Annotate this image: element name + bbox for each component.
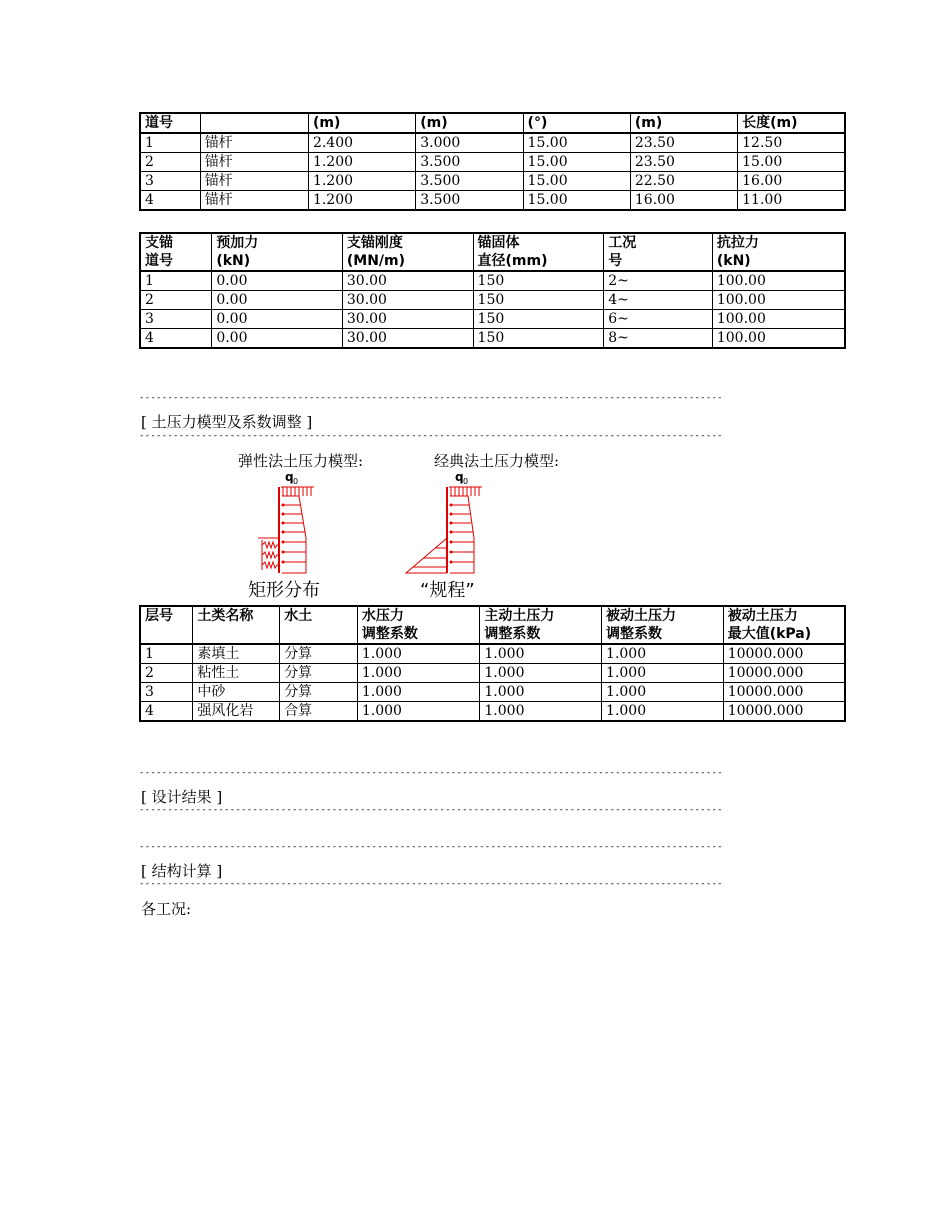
table-cell: 1	[140, 271, 212, 291]
table-cell: 锚杆	[200, 172, 308, 191]
support-table-body	[140, 271, 845, 348]
table-cell: 1.000	[480, 664, 602, 683]
anchor-header-cell: (m)	[416, 113, 523, 133]
separator-line: -------------------------------------------------------------------------------------------------------	[139, 805, 723, 815]
anchor-table	[139, 112, 846, 211]
elastic-model-label: 弹性法土压力模型:	[238, 452, 364, 470]
table-cell: 30.00	[342, 291, 473, 310]
table-cell: 分算	[280, 664, 358, 683]
soil-table-row	[140, 683, 845, 702]
separator-line: -------------------------------------------------------------------------------------------------------	[139, 768, 723, 778]
table-cell: 2	[140, 153, 200, 172]
soil-header-cell: 层号	[140, 606, 193, 644]
anchor-header-cell: 长度(m)	[738, 113, 845, 133]
support-header-cell: 工况 号	[604, 233, 713, 271]
conditions-label: 各工况:	[141, 900, 192, 918]
soil-table-row	[140, 644, 845, 664]
support-header-cell: 锚固体 直径(mm)	[473, 233, 604, 271]
table-cell: 粘性土	[193, 664, 280, 683]
table-cell: 2.400	[308, 133, 415, 153]
table-cell: 3	[140, 683, 193, 702]
table-cell: 6~	[604, 310, 713, 329]
support-table-row	[140, 291, 845, 310]
section-title-design: [ 设计结果 ]	[141, 788, 223, 806]
table-cell: 12.50	[738, 133, 845, 153]
table-cell: 1.000	[602, 644, 724, 664]
anchor-header-cell: (m)	[308, 113, 415, 133]
soil-table	[139, 605, 846, 722]
table-cell: 3.000	[416, 133, 523, 153]
separator-line: -------------------------------------------------------------------------------------------------------	[139, 431, 723, 441]
support-header-cell: 支锚刚度 (MN/m)	[342, 233, 473, 271]
table-cell: 23.50	[630, 133, 737, 153]
classic-model-caption: “规程”	[420, 580, 475, 601]
anchor-table-row	[140, 153, 845, 172]
table-cell: 1.000	[357, 702, 480, 722]
table-cell: 合算	[280, 702, 358, 722]
soil-table-body	[140, 644, 845, 721]
table-cell: 1	[140, 644, 193, 664]
table-cell: 0.00	[212, 271, 343, 291]
table-cell: 16.00	[630, 191, 737, 211]
anchor-table-row	[140, 133, 845, 153]
support-table	[139, 232, 846, 349]
table-cell: 1.200	[308, 153, 415, 172]
table-cell: 3	[140, 172, 200, 191]
q-subscript: 0	[463, 477, 469, 486]
table-cell: 3.500	[416, 191, 523, 211]
table-cell: 8~	[604, 329, 713, 349]
table-cell: 强风化岩	[193, 702, 280, 722]
table-cell: 3	[140, 310, 212, 329]
table-cell: 1.000	[602, 683, 724, 702]
table-cell: 10000.000	[723, 664, 845, 683]
support-header-cell: 抗拉力 (kN)	[712, 233, 845, 271]
table-cell: 4	[140, 191, 200, 211]
table-cell: 23.50	[630, 153, 737, 172]
table-cell: 100.00	[712, 271, 845, 291]
table-cell: 1.000	[357, 644, 480, 664]
soil-header-cell: 被动土压力 调整系数	[602, 606, 724, 644]
table-cell: 30.00	[342, 310, 473, 329]
table-cell: 15.00	[738, 153, 845, 172]
table-cell: 锚杆	[200, 191, 308, 211]
anchor-table-header	[140, 113, 845, 133]
table-cell: 0.00	[212, 310, 343, 329]
table-cell: 15.00	[523, 133, 630, 153]
separator-line: -------------------------------------------------------------------------------------------------------	[139, 393, 723, 403]
support-header-cell: 预加力 (kN)	[212, 233, 343, 271]
table-cell: 1.000	[602, 664, 724, 683]
elastic-model-caption: 矩形分布	[248, 580, 320, 601]
table-cell: 2	[140, 291, 212, 310]
soil-header-cell: 被动土压力 最大值(kPa)	[723, 606, 845, 644]
table-cell: 150	[473, 271, 604, 291]
table-cell: 1	[140, 133, 200, 153]
table-cell: 3.500	[416, 153, 523, 172]
support-table-row	[140, 329, 845, 349]
elastic-model-diagram	[252, 468, 332, 578]
classic-model-label: 经典法土压力模型:	[434, 452, 560, 470]
table-cell: 0.00	[212, 291, 343, 310]
table-cell: 10000.000	[723, 702, 845, 722]
table-cell: 1.000	[480, 683, 602, 702]
table-cell: 1.000	[357, 683, 480, 702]
table-cell: 150	[473, 329, 604, 349]
table-cell: 30.00	[342, 329, 473, 349]
table-cell: 100.00	[712, 310, 845, 329]
table-cell: 15.00	[523, 172, 630, 191]
classic-model-diagram	[402, 468, 492, 578]
section-title-structure: [ 结构计算 ]	[141, 862, 223, 880]
table-cell: 30.00	[342, 271, 473, 291]
table-cell: 4	[140, 329, 212, 349]
table-cell: 22.50	[630, 172, 737, 191]
soil-header-cell: 水土	[280, 606, 358, 644]
table-cell: 1.000	[357, 664, 480, 683]
table-cell: 2~	[604, 271, 713, 291]
anchor-table-row	[140, 191, 845, 211]
soil-header-cell: 水压力 调整系数	[357, 606, 480, 644]
table-cell: 10000.000	[723, 644, 845, 664]
table-cell: 11.00	[738, 191, 845, 211]
table-cell: 2	[140, 664, 193, 683]
table-cell: 分算	[280, 644, 358, 664]
table-cell: 1.000	[480, 644, 602, 664]
soil-header-cell: 主动土压力 调整系数	[480, 606, 602, 644]
table-cell: 4	[140, 702, 193, 722]
anchor-header-cell: (°)	[523, 113, 630, 133]
soil-table-row	[140, 664, 845, 683]
soil-table-header	[140, 606, 845, 644]
section-title-soil: [ 土压力模型及系数调整 ]	[141, 413, 313, 431]
separator-line: -------------------------------------------------------------------------------------------------------	[139, 842, 723, 852]
table-cell: 16.00	[738, 172, 845, 191]
q-label: q	[455, 470, 464, 484]
table-cell: 100.00	[712, 329, 845, 349]
anchor-header-cell: (m)	[630, 113, 737, 133]
table-cell: 1.200	[308, 172, 415, 191]
table-cell: 中砂	[193, 683, 280, 702]
table-cell: 0.00	[212, 329, 343, 349]
soil-header-cell: 土类名称	[193, 606, 280, 644]
table-cell: 15.00	[523, 153, 630, 172]
table-cell: 分算	[280, 683, 358, 702]
table-cell: 1.000	[480, 702, 602, 722]
table-cell: 1.000	[602, 702, 724, 722]
anchor-table-body	[140, 133, 845, 210]
separator-line: -------------------------------------------------------------------------------------------------------	[139, 879, 723, 889]
q-label: q	[285, 470, 294, 484]
table-cell: 锚杆	[200, 153, 308, 172]
table-cell: 4~	[604, 291, 713, 310]
table-cell: 150	[473, 310, 604, 329]
table-cell: 10000.000	[723, 683, 845, 702]
table-cell: 100.00	[712, 291, 845, 310]
table-cell: 3.500	[416, 172, 523, 191]
table-cell: 15.00	[523, 191, 630, 211]
soil-table-row	[140, 702, 845, 722]
table-cell: 素填土	[193, 644, 280, 664]
anchor-header-cell: 道号	[140, 113, 200, 133]
support-table-header	[140, 233, 845, 271]
table-cell: 锚杆	[200, 133, 308, 153]
support-table-row	[140, 310, 845, 329]
anchor-table-row	[140, 172, 845, 191]
anchor-header-cell	[200, 113, 308, 133]
support-table-row	[140, 271, 845, 291]
table-cell: 150	[473, 291, 604, 310]
table-cell: 1.200	[308, 191, 415, 211]
support-header-cell: 支锚 道号	[140, 233, 212, 271]
q-subscript: 0	[293, 477, 299, 486]
